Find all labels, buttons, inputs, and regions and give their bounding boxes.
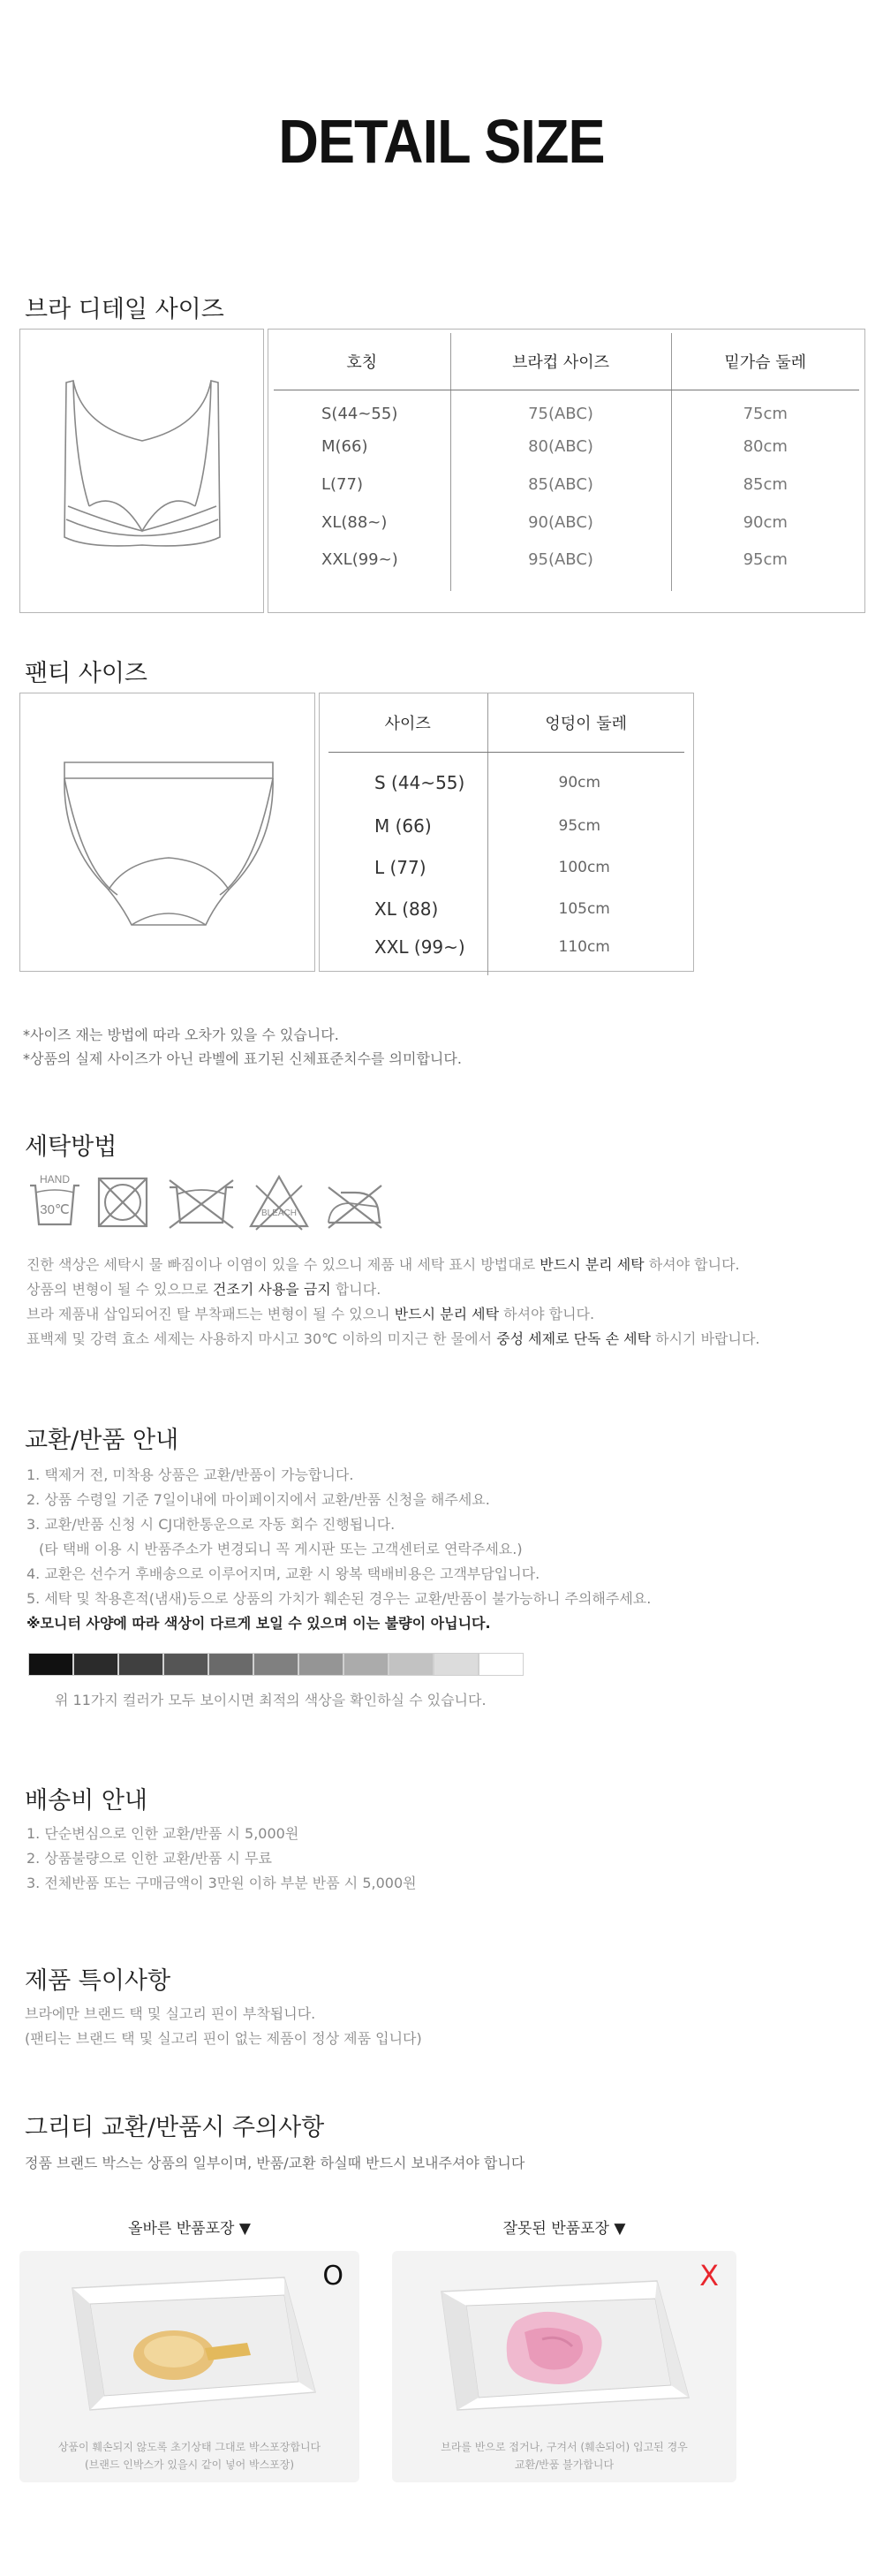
panty-size-cell: XXL (99~)	[328, 929, 487, 975]
bleach-label: BLEACH	[260, 1208, 298, 1218]
panty-hip-cell: 95cm	[558, 816, 601, 835]
bra-size-cell: XXL(99~)	[274, 542, 450, 591]
hand-wash-temp: 30℃	[40, 1202, 70, 1217]
list-item: 3. 교환/반품 신청 시 CJ대한통운으로 자동 회수 진행됩니다.	[26, 1516, 396, 1533]
bra-size-cell: M(66)	[274, 428, 450, 466]
panty-hip-cell: 90cm	[558, 774, 601, 792]
bra-header-cup: 브라컵 사이즈	[450, 333, 671, 390]
list-item: 2. 상품 수령일 기준 7일이내에 마이페이지에서 교환/반품 신청을 해주세요.	[26, 1491, 490, 1508]
correct-mark: O	[322, 2261, 343, 2292]
list-item: 브라에만 브랜드 택 및 실고리 핀이 부착됩니다.	[25, 2005, 316, 2022]
list-item: 2. 상품불량으로 인한 교환/반품 시 무료	[26, 1850, 272, 1867]
bra-cup-cell: 75(ABC)	[450, 390, 671, 428]
page-title: DETAIL SIZE	[278, 107, 605, 176]
table-row	[328, 752, 684, 805]
color-swatch-strip	[28, 1653, 524, 1676]
correct-packing-photo	[19, 2251, 359, 2482]
wrong-mark: X	[699, 2259, 719, 2292]
list-item: (팬티는 브랜드 택 및 실고리 핀이 없는 제품이 정상 제품 입니다)	[25, 2030, 422, 2047]
monitor-warning: ※모니터 사양에 따라 색상이 다르게 보일 수 있으며 이는 불량이 아닙니다.	[26, 1615, 491, 1632]
bra-size-cell: XL(88~)	[274, 504, 450, 542]
bra-illustration-box	[19, 329, 264, 613]
size-note: *사이즈 재는 방법에 따라 오차가 있을 수 있습니다.	[23, 1027, 339, 1043]
list-item: 1. 택제거 전, 미착용 상품은 교환/반품이 가능합니다.	[26, 1466, 354, 1483]
wash-line: 상품의 변형이 될 수 있으므로 건조기 사용을 금지 합니다.	[26, 1281, 381, 1298]
panty-size-cell: S (44~55)	[328, 752, 487, 805]
returns-subtitle: 정품 브랜드 박스는 상품의 일부이며, 반품/교환 하실때 반드시 보내주셔야 합니다	[25, 2155, 525, 2171]
table-row	[274, 542, 859, 591]
panty-size-table	[328, 693, 684, 975]
bra-size-title: 브라 디테일 사이즈	[25, 296, 224, 323]
bra-underbust-cell: 85cm	[743, 475, 788, 494]
bra-size-cell: L(77)	[274, 466, 450, 504]
wrong-packing-photo	[392, 2251, 736, 2482]
wash-icons	[26, 1173, 397, 1235]
list-item: (타 택배 이용 시 반품주소가 변경되니 꼭 게시판 또는 고객센터로 연락주세요.)	[39, 1541, 523, 1557]
color-swatch	[28, 1653, 73, 1676]
size-note: *상품의 실제 사이즈가 아닌 라벨에 표기된 신체표준치수를 의미합니다.	[23, 1050, 462, 1067]
returns-title: 그리티 교환/반품시 주의사항	[25, 2114, 325, 2141]
panty-illustration	[20, 693, 316, 973]
color-swatch	[208, 1653, 253, 1676]
table-row	[328, 846, 684, 888]
color-swatch	[479, 1653, 524, 1676]
table-row	[274, 428, 859, 466]
panty-illustration-box	[19, 693, 315, 972]
bleach-icon	[251, 1177, 307, 1230]
no-iron-icon	[328, 1186, 381, 1228]
correct-packing-label: 올바른 반품포장 ▼	[128, 2220, 251, 2238]
size-notes	[23, 1023, 462, 1071]
list-item: 4. 교환은 선수거 후배송으로 이루어지며, 교환 시 왕복 택배비용은 고객부담입니다.	[26, 1565, 540, 1582]
panty-size-cell: M (66)	[328, 805, 487, 846]
special-list	[25, 2002, 422, 2051]
hand-wash-icon	[30, 1173, 79, 1224]
panty-size-cell: L (77)	[328, 846, 487, 888]
table-row	[328, 805, 684, 846]
table-row	[274, 504, 859, 542]
bra-underbust-cell: 80cm	[743, 437, 788, 456]
list-item: 3. 전체반품 또는 구매금액이 3만원 이하 부분 반품 시 5,000원	[26, 1875, 417, 1891]
color-swatch	[343, 1653, 389, 1676]
wrong-packing-caption: 브라를 반으로 접거나, 구겨서 (훼손되어) 입고된 경우 교환/반품 불가합니다	[441, 2441, 688, 2471]
wash-instructions	[26, 1253, 865, 1352]
bra-size-table	[274, 333, 859, 591]
wrong-packing-label: 잘못된 반품포장 ▼	[502, 2220, 626, 2238]
bra-cup-cell: 95(ABC)	[450, 542, 671, 591]
exchange-title: 교환/반품 안내	[25, 1427, 179, 1454]
exchange-list	[26, 1463, 865, 1636]
special-title: 제품 특이사항	[25, 1967, 171, 1995]
hand-wash-label: HAND	[39, 1173, 71, 1186]
bra-size-table-box	[268, 329, 865, 613]
bra-illustration	[20, 330, 265, 614]
bra-cup-cell: 90(ABC)	[450, 504, 671, 542]
panty-size-title: 팬티 사이즈	[25, 660, 147, 687]
panty-hip-cell: 105cm	[558, 899, 610, 918]
bra-underbust-cell: 90cm	[743, 513, 788, 532]
table-row	[274, 390, 859, 428]
bra-underbust-cell: 95cm	[743, 550, 788, 569]
no-tumble-dry-icon	[170, 1180, 233, 1228]
list-item: 5. 세탁 및 착용흔적(냄새)등으로 상품의 가치가 훼손된 경우는 교환/반품이 불가능하니 주의해주세요.	[26, 1590, 652, 1607]
panty-hip-cell: 100cm	[558, 858, 610, 876]
color-swatch	[253, 1653, 298, 1676]
bra-cup-cell: 80(ABC)	[450, 428, 671, 466]
bra-header-underbust: 밑가슴 둘레	[671, 333, 859, 390]
wash-line: 브라 제품내 삽입되어진 탈 부착패드는 변형이 될 수 있으니 반드시 분리 세탁 하셔야 합니다.	[26, 1306, 595, 1322]
color-swatch	[389, 1653, 434, 1676]
shipping-list	[26, 1822, 417, 1896]
correct-packing-caption: 상품이 훼손되지 않도록 초기상태 그대로 박스포장합니다 (브랜드 인박스가 있을시 같이 넣어 박스포장)	[57, 2441, 321, 2471]
panty-size-cell: XL (88)	[328, 888, 487, 929]
color-swatch	[163, 1653, 208, 1676]
wash-line: 진한 색상은 세탁시 물 빠짐이나 이염이 있을 수 있으니 제품 내 세탁 표시 방법대로 반드시 분리 세탁 하셔야 합니다.	[26, 1256, 740, 1273]
color-swatch	[73, 1653, 118, 1676]
list-item: 1. 단순변심으로 인한 교환/반품 시 5,000원	[26, 1825, 299, 1842]
bra-underbust-cell: 75cm	[743, 405, 788, 424]
color-swatch	[434, 1653, 479, 1676]
panty-header-hip: 엉덩이 둘레	[487, 693, 684, 752]
swatch-note: 위 11가지 컬러가 모두 보이시면 최적의 색상을 확인하실 수 있습니다.	[55, 1692, 487, 1708]
wash-title: 세탁방법	[25, 1133, 117, 1161]
wash-line: 표백제 및 강력 효소 세제는 사용하지 마시고 30℃ 이하의 미지근 한 물에서 중성 세제로 단독 손 세탁 하시기 바랍니다.	[26, 1330, 760, 1347]
table-row	[274, 466, 859, 504]
bra-size-cell: S(44~55)	[274, 390, 450, 428]
color-swatch	[118, 1653, 163, 1676]
table-row	[328, 929, 684, 975]
panty-size-table-box	[319, 693, 694, 972]
bra-header-size: 호칭	[274, 333, 450, 390]
bra-cup-cell: 85(ABC)	[450, 466, 671, 504]
no-bleach-icon	[99, 1178, 147, 1226]
table-row	[328, 888, 684, 929]
shipping-title: 배송비 안내	[25, 1787, 147, 1815]
color-swatch	[298, 1653, 343, 1676]
panty-header-size: 사이즈	[328, 693, 487, 752]
panty-hip-cell: 110cm	[558, 938, 610, 956]
